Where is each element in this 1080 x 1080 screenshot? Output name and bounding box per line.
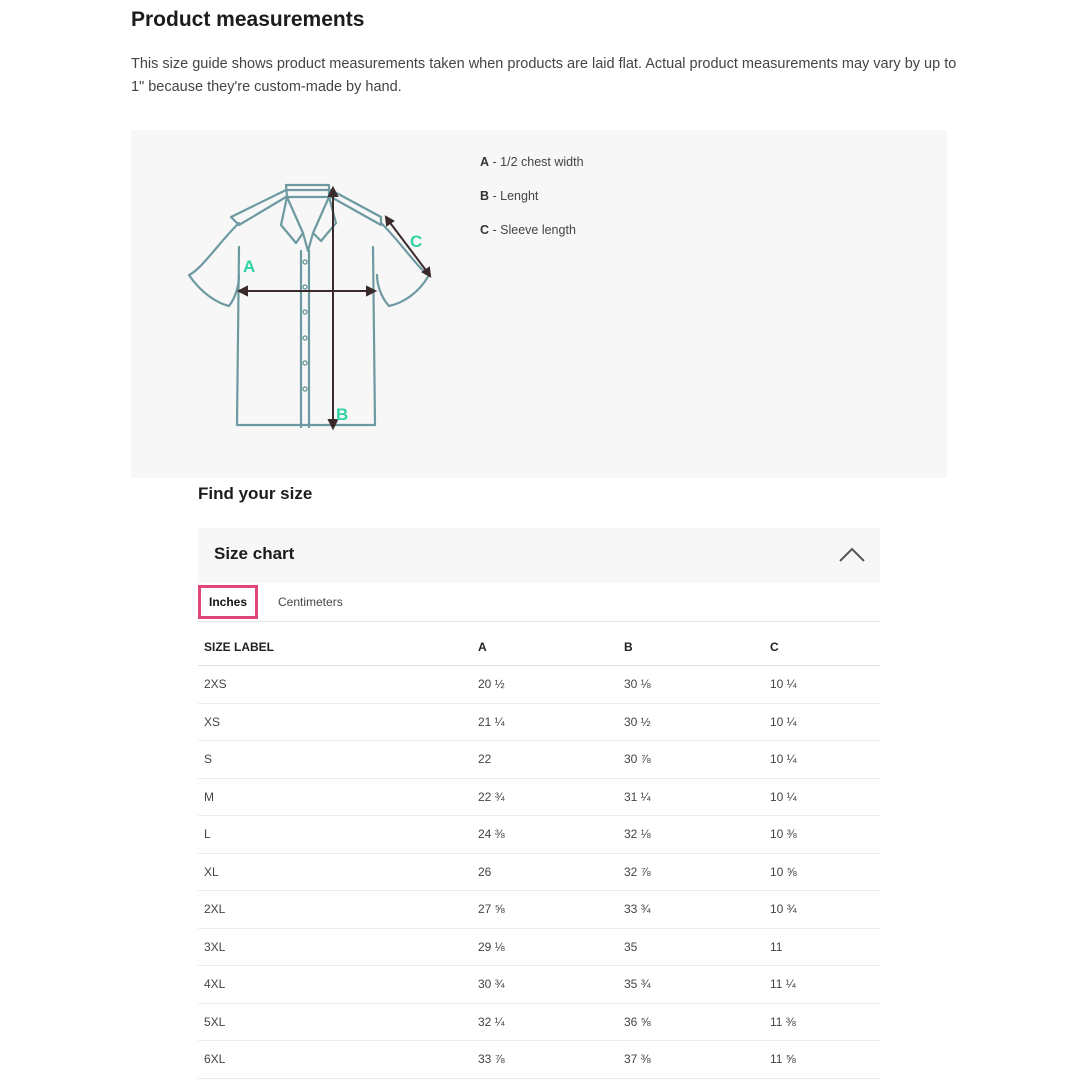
size-table-body	[198, 666, 880, 1079]
unit-tabs	[198, 584, 880, 622]
cell-b: 32 ⅛	[618, 816, 764, 854]
cell-c: 10 ⅝	[764, 853, 880, 891]
table-row	[198, 1041, 880, 1079]
cell-a: 29 ⅛	[472, 928, 618, 966]
legend-item-a: A - 1/2 chest width	[480, 155, 584, 169]
cell-b: 30 ⅛	[618, 666, 764, 704]
legend-item-b: B - Lenght	[480, 189, 539, 203]
size-table	[198, 628, 880, 1079]
tab-inches[interactable]: Inches	[198, 585, 258, 619]
shirt-diagram	[181, 175, 441, 435]
find-your-size-heading: Find your size	[198, 484, 313, 503]
table-row	[198, 703, 880, 741]
measurement-diagram-panel	[131, 130, 947, 478]
chevron-up-icon[interactable]	[838, 546, 866, 564]
tab-centimeters[interactable]: Centimeters	[278, 595, 343, 609]
cell-a: 22	[472, 741, 618, 779]
column-header-c: C	[764, 628, 880, 666]
cell-a: 22 ¾	[472, 778, 618, 816]
cell-a: 30 ¾	[472, 966, 618, 1004]
cell-size-label: 2XS	[198, 666, 472, 704]
cell-size-label: 4XL	[198, 966, 472, 1004]
measurement-legend	[480, 152, 584, 254]
cell-b: 35 ¾	[618, 966, 764, 1004]
cell-size-label: XL	[198, 853, 472, 891]
cell-b: 36 ⅝	[618, 1003, 764, 1041]
cell-c: 11 ⅜	[764, 1003, 880, 1041]
cell-a: 20 ½	[472, 666, 618, 704]
cell-size-label: S	[198, 741, 472, 779]
intro-text: This size guide shows product measurements taken when products are laid flat. Actual product measurements may vary by up to 1" because they're custom-made by hand.	[131, 56, 957, 95]
table-row	[198, 741, 880, 779]
cell-c: 11	[764, 928, 880, 966]
cell-b: 30 ½	[618, 703, 764, 741]
cell-c: 10 ¼	[764, 778, 880, 816]
label-c: C	[410, 232, 423, 251]
cell-b: 32 ⅞	[618, 853, 764, 891]
table-header-row	[198, 628, 880, 666]
table-row	[198, 816, 880, 854]
cell-c: 10 ¼	[764, 703, 880, 741]
cell-c: 10 ¼	[764, 741, 880, 779]
cell-a: 32 ¼	[472, 1003, 618, 1041]
cell-size-label: 6XL	[198, 1041, 472, 1079]
cell-b: 31 ¼	[618, 778, 764, 816]
cell-size-label: 5XL	[198, 1003, 472, 1041]
cell-c: 10 ¾	[764, 891, 880, 929]
cell-b: 30 ⅞	[618, 741, 764, 779]
cell-a: 21 ¼	[472, 703, 618, 741]
cell-c: 11 ⅝	[764, 1041, 880, 1079]
cell-b: 35	[618, 928, 764, 966]
table-row	[198, 778, 880, 816]
cell-size-label: 3XL	[198, 928, 472, 966]
table-row	[198, 891, 880, 929]
page-title: Product measurements	[131, 8, 365, 31]
cell-a: 24 ⅜	[472, 816, 618, 854]
label-a: A	[243, 257, 256, 276]
cell-size-label: 2XL	[198, 891, 472, 929]
label-b: B	[336, 405, 349, 424]
column-header-b: B	[618, 628, 764, 666]
cell-b: 33 ¾	[618, 891, 764, 929]
cell-size-label: M	[198, 778, 472, 816]
cell-c: 11 ¼	[764, 966, 880, 1004]
cell-a: 33 ⅞	[472, 1041, 618, 1079]
table-row	[198, 1003, 880, 1041]
cell-size-label: L	[198, 816, 472, 854]
cell-a: 26	[472, 853, 618, 891]
table-row	[198, 666, 880, 704]
column-header-a: A	[472, 628, 618, 666]
table-row	[198, 928, 880, 966]
column-header-size-label: SIZE LABEL	[198, 628, 472, 666]
cell-b: 37 ⅜	[618, 1041, 764, 1079]
cell-c: 10 ¼	[764, 666, 880, 704]
cell-size-label: XS	[198, 703, 472, 741]
cell-c: 10 ⅜	[764, 816, 880, 854]
size-chart-title: Size chart	[214, 544, 295, 563]
table-row	[198, 966, 880, 1004]
cell-a: 27 ⅝	[472, 891, 618, 929]
left-sleeve	[189, 223, 239, 306]
table-row	[198, 853, 880, 891]
size-chart-accordion-header[interactable]	[198, 528, 880, 583]
legend-item-c: C - Sleeve length	[480, 223, 576, 237]
